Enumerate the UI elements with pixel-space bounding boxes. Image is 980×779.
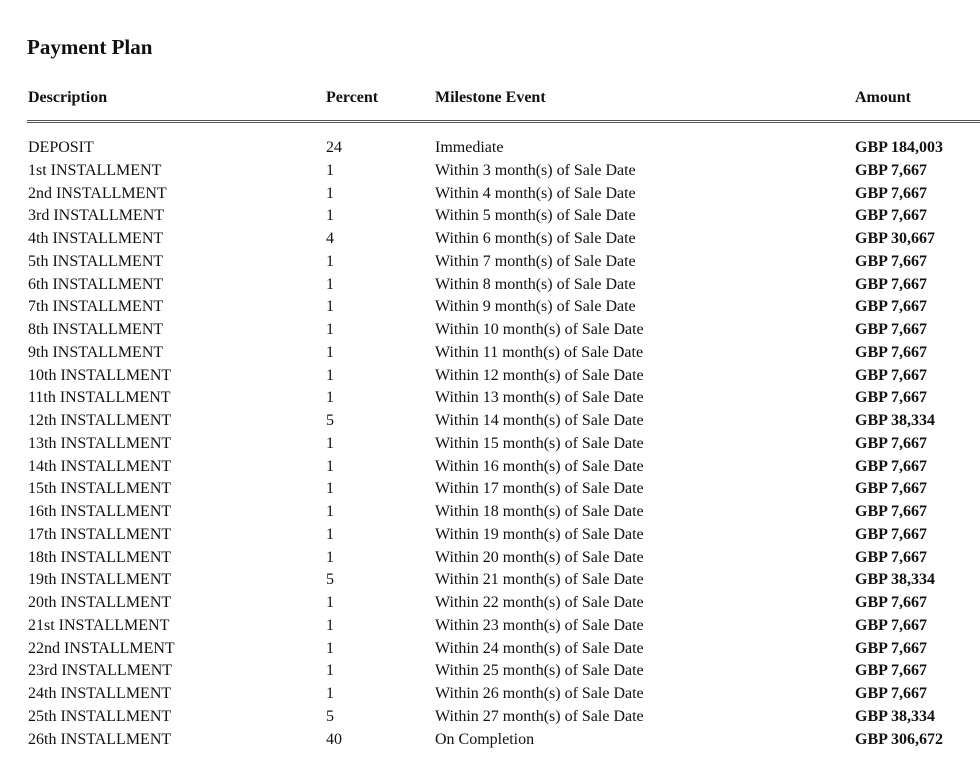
cell-amount: GBP 184,003 [855,139,944,156]
table-row [0,638,980,661]
cell-description: 22nd INSTALLMENT [28,639,175,657]
cell-description: 6th INSTALLMENT [28,275,164,293]
cell-percent: 1 [326,480,334,498]
payment-table-body [0,137,980,751]
cell-amount: GBP 7,667 [855,457,928,475]
table-row [0,296,980,319]
cell-amount: GBP 306,672 [855,730,944,748]
table-row [0,137,980,160]
cell-amount: GBP 7,667 [855,434,928,452]
cell-amount: GBP 7,667 [855,480,928,498]
cell-milestone-event: Within 26 month(s) of Sale Date [435,685,644,702]
cell-amount: GBP 7,667 [855,275,928,293]
cell-percent: 1 [326,457,334,475]
table-row [0,342,980,365]
cell-amount: GBP 7,667 [855,252,928,270]
table-row [0,660,980,683]
table-row [0,592,980,615]
column-header-percent: Percent [326,89,379,106]
cell-percent: 1 [326,503,334,520]
cell-percent: 4 [326,230,334,247]
cell-description: 3rd INSTALLMENT [28,207,165,225]
page-title: Payment Plan [27,35,153,59]
cell-description: 8th INSTALLMENT [28,321,164,338]
cell-description: 16th INSTALLMENT [28,503,172,520]
cell-percent: 1 [326,548,334,566]
cell-description: 11th INSTALLMENT [28,389,171,407]
cell-percent: 1 [326,321,334,338]
cell-milestone-event: Within 8 month(s) of Sale Date [435,275,636,293]
table-header [0,86,980,110]
table-row [0,478,980,501]
cell-milestone-event: Within 18 month(s) of Sale Date [435,503,644,520]
cell-amount: GBP 7,667 [855,321,928,338]
cell-percent: 1 [326,639,334,657]
table-row [0,228,980,251]
cell-percent: 5 [326,571,334,589]
cell-percent: 1 [326,594,334,611]
cell-amount: GBP 7,667 [855,594,928,611]
header-divider [27,120,980,123]
cell-amount: GBP 7,667 [855,662,928,680]
cell-amount: GBP 38,334 [855,571,936,589]
column-header-amount: Amount [855,89,912,106]
cell-description: 10th INSTALLMENT [28,366,172,384]
cell-milestone-event: Within 17 month(s) of Sale Date [435,480,644,498]
cell-milestone-event: Within 22 month(s) of Sale Date [435,594,644,611]
cell-percent: 24 [326,139,342,156]
cell-description: 23rd INSTALLMENT [28,662,173,680]
cell-amount: GBP 7,667 [855,184,928,202]
cell-amount: GBP 30,667 [855,230,936,247]
table-row [0,205,980,228]
cell-percent: 1 [326,389,334,407]
cell-amount: GBP 7,667 [855,366,928,384]
cell-percent: 1 [326,252,334,270]
cell-description: 1st INSTALLMENT [28,161,162,179]
cell-description: 15th INSTALLMENT [28,480,172,498]
table-row [0,274,980,297]
cell-description: 9th INSTALLMENT [28,343,164,361]
cell-milestone-event: Within 7 month(s) of Sale Date [435,252,636,270]
cell-description: 17th INSTALLMENT [28,525,172,543]
table-row [0,183,980,206]
cell-description: DEPOSIT [28,139,94,156]
cell-description: 12th INSTALLMENT [28,412,172,429]
table-row [0,456,980,479]
cell-milestone-event: Within 23 month(s) of Sale Date [435,616,644,634]
cell-milestone-event: Within 21 month(s) of Sale Date [435,571,644,589]
cell-amount: GBP 7,667 [855,639,928,657]
cell-amount: GBP 7,667 [855,548,928,566]
cell-percent: 1 [326,525,334,543]
cell-milestone-event: Within 11 month(s) of Sale Date [435,343,644,361]
cell-description: 25th INSTALLMENT [28,707,172,725]
cell-milestone-event: Within 27 month(s) of Sale Date [435,707,644,725]
cell-description: 19th INSTALLMENT [28,571,172,589]
table-row [0,160,980,183]
cell-milestone-event: Within 4 month(s) of Sale Date [435,184,636,202]
cell-milestone-event: Within 16 month(s) of Sale Date [435,457,644,475]
table-row [0,524,980,547]
cell-description: 26th INSTALLMENT [28,730,172,748]
table-row [0,410,980,433]
cell-milestone-event: Within 10 month(s) of Sale Date [435,321,644,338]
table-row [0,706,980,729]
cell-milestone-event: Within 25 month(s) of Sale Date [435,662,644,680]
cell-milestone-event: Within 15 month(s) of Sale Date [435,434,644,452]
cell-milestone-event: On Completion [435,730,535,748]
cell-amount: GBP 7,667 [855,685,928,702]
table-row [0,387,980,410]
cell-description: 20th INSTALLMENT [28,594,172,611]
cell-amount: GBP 7,667 [855,298,928,316]
table-row [0,569,980,592]
cell-percent: 1 [326,434,334,452]
cell-description: 4th INSTALLMENT [28,230,164,247]
table-row [0,319,980,342]
table-row [0,251,980,274]
cell-description: 18th INSTALLMENT [28,548,172,566]
cell-percent: 1 [326,298,334,316]
cell-milestone-event: Within 9 month(s) of Sale Date [435,298,636,316]
cell-milestone-event: Within 14 month(s) of Sale Date [435,412,644,429]
cell-percent: 1 [326,662,334,680]
cell-milestone-event: Within 19 month(s) of Sale Date [435,525,644,543]
cell-amount: GBP 7,667 [855,161,928,179]
cell-description: 21st INSTALLMENT [28,616,170,634]
cell-amount: GBP 38,334 [855,412,936,429]
cell-percent: 1 [326,366,334,384]
cell-milestone-event: Within 6 month(s) of Sale Date [435,230,636,247]
cell-amount: GBP 7,667 [855,389,928,407]
cell-percent: 5 [326,707,334,725]
cell-percent: 1 [326,184,334,202]
table-row [0,501,980,524]
cell-amount: GBP 38,334 [855,707,936,725]
cell-milestone-event: Within 20 month(s) of Sale Date [435,548,644,566]
cell-percent: 5 [326,412,334,429]
cell-amount: GBP 7,667 [855,525,928,543]
cell-description: 13th INSTALLMENT [28,434,172,452]
cell-percent: 1 [326,161,334,179]
table-row [0,547,980,570]
table-row [0,729,980,752]
cell-percent: 1 [326,685,334,702]
cell-milestone-event: Within 13 month(s) of Sale Date [435,389,644,407]
table-row [0,433,980,456]
cell-milestone-event: Within 24 month(s) of Sale Date [435,639,644,657]
cell-milestone-event: Within 12 month(s) of Sale Date [435,366,644,384]
column-header-milestone-event: Milestone Event [435,89,546,106]
cell-description: 2nd INSTALLMENT [28,184,167,202]
cell-amount: GBP 7,667 [855,616,928,634]
cell-amount: GBP 7,667 [855,503,928,520]
cell-percent: 40 [326,730,342,748]
cell-description: 7th INSTALLMENT [28,298,164,316]
column-header-description: Description [28,89,108,106]
cell-percent: 1 [326,616,334,634]
cell-milestone-event: Within 3 month(s) of Sale Date [435,161,636,179]
cell-milestone-event: Within 5 month(s) of Sale Date [435,207,636,225]
cell-milestone-event: Immediate [435,139,504,156]
table-row [0,683,980,706]
cell-percent: 1 [326,275,334,293]
table-row [0,615,980,638]
cell-percent: 1 [326,343,334,361]
cell-amount: GBP 7,667 [855,343,928,361]
cell-amount: GBP 7,667 [855,207,928,225]
table-row [0,365,980,388]
cell-description: 14th INSTALLMENT [28,457,172,475]
cell-description: 24th INSTALLMENT [28,685,172,702]
cell-description: 5th INSTALLMENT [28,252,164,270]
cell-percent: 1 [326,207,334,225]
